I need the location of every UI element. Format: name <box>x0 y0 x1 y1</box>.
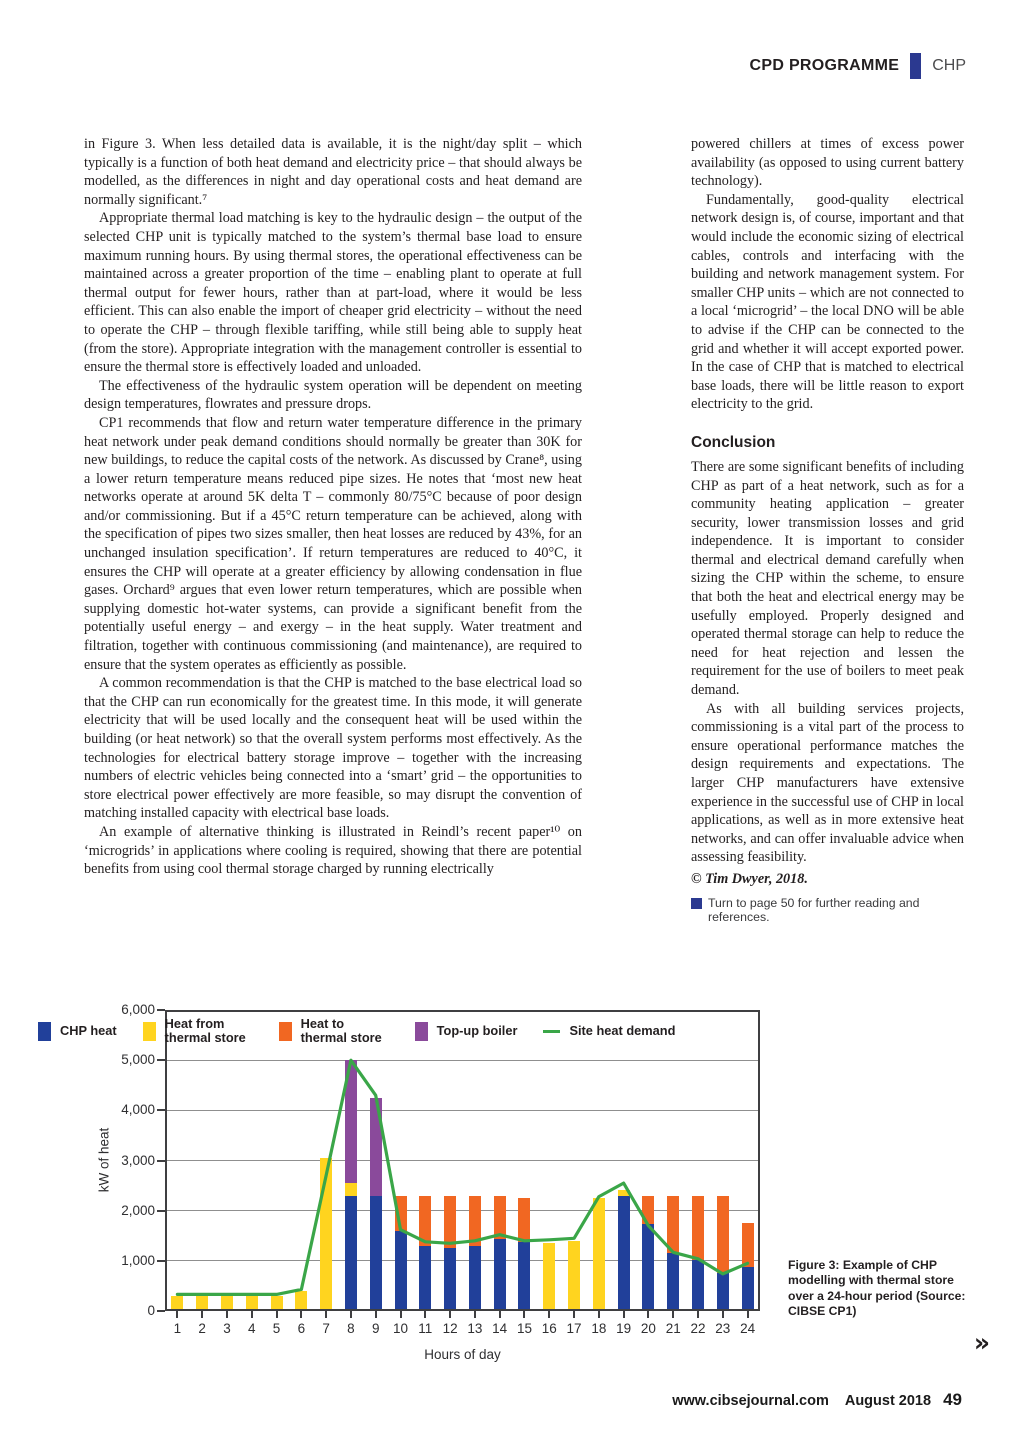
chp-heat-swatch-icon <box>38 1022 51 1041</box>
x-tick-mark <box>598 1311 600 1318</box>
x-tick-mark <box>449 1311 451 1318</box>
y-tick-label: 4,000 <box>121 1102 155 1118</box>
x-tick-mark <box>647 1311 649 1318</box>
plot-area <box>165 1010 760 1311</box>
paragraph: in Figure 3. When less detailed data is available, it is the night/day split – which typically is a function of both heat demand and electricity price – that should always be modelled, as the differences in night and day operational costs and heat demand are normally significant.⁷ <box>84 136 582 208</box>
x-tick-mark <box>176 1311 178 1318</box>
x-tick-label: 6 <box>297 1321 306 1336</box>
x-tick-label: 24 <box>740 1321 756 1336</box>
x-tick-mark <box>697 1311 699 1318</box>
x-tick-mark <box>722 1311 724 1318</box>
issue-date: August 2018 <box>844 1393 932 1409</box>
paragraph: There are some significant benefits of including CHP as part of a heat network, such as for a community heating application – greater security, lower transmission losses and grid independence. It is important to consider thermal and electrical demand carefully when sizing the CHP within the scheme, to ensure that both the heat and electrical energy may be usefully employed. Properly designed and operated thermal storage can help to reduce the need for heat rejection and lessen the requirement for the use of boilers to meet peak demand. <box>691 458 964 699</box>
paragraph: Fundamentally, good-quality electrical network design is, of course, important and that would include the economic sizing of electrical cables, controls and interfacing with the building and network management system. For smaller CHP units – which are not connected to a local ‘microgrid’ – the local DNO will be able to advise if the CHP can be connected to the grid and whether it will accept exported power. In the case of CHP that is matched to electrical base loads, there will be little reason to export electricity to the grid. <box>691 191 964 413</box>
y-tick-label: 0 <box>147 1303 155 1318</box>
y-tick-mark <box>157 1210 165 1212</box>
x-tick-label: 7 <box>322 1321 330 1336</box>
page-header <box>750 53 966 79</box>
paragraph: CP1 recommends that flow and return water temperature difference in the primary heat network under peak demand conditions should normally be greater than 30K for new buildings, to reduce the capital costs of the network. As discussed by Crane⁸, using a lower return temperature means reduced pipe sizes. He notes that ‘most new heat networks operate at around 5K delta T – commonly 80/75°C because of poor design and/or commissioning. But if a 45°C return temperature can be achieved, along with the specification of pipes two sizes smaller, then heat losses are reduced by 43%, for an unchanged insulation specification’. If return temperatures are reduced to 40°C, it ensures the CHP will operate at a greater efficiency by allowing condensation in flue gases. Orchard⁹ argues that even lower return temperatures, which are possible when supplying domestic hot-water systems, can provide a significant benefit from the potentially useful energy – and exergy – in the heat supply. Water treatment and filtration, together with continuous commissioning (and maintenance), are required to ensure that the system operates as efficiently as possible. <box>84 414 582 673</box>
x-tick-mark <box>251 1311 253 1318</box>
y-tick-mark <box>157 1109 165 1111</box>
further-reading-text: Turn to page 50 for further reading and references. <box>708 895 920 924</box>
x-tick-mark <box>375 1311 377 1318</box>
x-tick-label: 3 <box>223 1321 231 1336</box>
chart-legend <box>38 1017 701 1046</box>
paragraph: The effectiveness of the hydraulic system operation will be dependent on meeting design temperatures, flowrates and pressure drops. <box>84 377 582 413</box>
legend-item-top-up-boiler <box>415 1022 518 1041</box>
x-tick-label: 13 <box>467 1321 483 1336</box>
x-tick-label: 14 <box>492 1321 508 1336</box>
x-tick-mark <box>573 1311 575 1318</box>
x-tick-mark <box>400 1311 402 1318</box>
page-footer <box>672 1390 962 1410</box>
x-tick-label: 18 <box>591 1321 607 1336</box>
x-tick-mark <box>548 1311 550 1318</box>
x-tick-label: 1 <box>173 1321 182 1336</box>
y-axis-title: kW of heat <box>96 1127 112 1193</box>
x-tick-mark <box>325 1311 327 1318</box>
kicker-divider-bar <box>910 53 921 79</box>
x-tick-mark <box>499 1311 501 1318</box>
x-tick-mark <box>424 1311 426 1318</box>
left-column <box>84 135 582 879</box>
x-tick-label: 21 <box>665 1321 681 1336</box>
figure-3-chart <box>0 1002 1024 1378</box>
x-tick-mark <box>201 1311 203 1318</box>
x-tick-label: 17 <box>566 1321 582 1336</box>
y-tick-mark <box>157 1260 165 1262</box>
x-tick-label: 11 <box>418 1321 433 1336</box>
topic-label: CHP <box>932 57 966 74</box>
legend-item-site-heat-demand <box>543 1024 675 1038</box>
top-up-boiler-swatch-icon <box>415 1022 428 1041</box>
x-tick-label: 20 <box>640 1321 656 1336</box>
legend-label: Site heat demand <box>569 1023 676 1039</box>
right-column <box>691 135 964 924</box>
legend-item-heat-to-thermal-store <box>279 1017 389 1046</box>
y-tick-label: 2,000 <box>121 1202 155 1218</box>
x-tick-mark <box>523 1311 525 1318</box>
conclusion-heading: Conclusion <box>691 433 776 451</box>
x-tick-label: 22 <box>690 1321 706 1336</box>
blue-square-icon <box>691 898 702 909</box>
x-tick-label: 4 <box>248 1321 256 1336</box>
y-tick-mark <box>157 1009 165 1011</box>
x-tick-mark <box>474 1311 476 1318</box>
x-tick-label: 19 <box>616 1321 632 1336</box>
x-tick-mark <box>350 1311 352 1318</box>
cpd-programme-kicker: CPD PROGRAMME <box>749 57 900 74</box>
x-tick-mark <box>300 1311 302 1318</box>
x-tick-label: 23 <box>715 1321 731 1336</box>
x-tick-label: 15 <box>516 1321 532 1336</box>
x-tick-mark <box>276 1311 278 1318</box>
journal-url-link[interactable]: www.cibsejournal.com <box>672 1393 829 1409</box>
legend-label: Top-up boiler <box>436 1023 518 1039</box>
x-tick-label: 5 <box>272 1321 281 1336</box>
x-tick-label: 2 <box>198 1321 206 1336</box>
site-heat-demand-line-icon <box>543 1030 560 1034</box>
x-tick-label: 16 <box>541 1321 557 1336</box>
legend-item-chp-heat <box>38 1022 117 1041</box>
x-tick-mark <box>226 1311 228 1318</box>
further-reading-note <box>691 896 964 924</box>
paragraph: Appropriate thermal load matching is key to the hydraulic design – the output of the selected CHP unit is typically matched to the system’s thermal base load to ensure maximum running hours. By using thermal stores, the operational effectiveness can be maintained across a greater proportion of the time – enabling plant to operate at full thermal output for fewer hours, rather than at part-load, where it would be less efficient. This can also enable the import of cheaper grid electricity – without the need to operate the CHP – through flexible tariffing, while still being able to supply heat (from the store). Appropriate integration with the management controller is essential to ensure the thermal store is effectively loaded and unloaded. <box>84 210 582 376</box>
copyright-line: © Tim Dwyer, 2018. <box>691 870 808 887</box>
paragraph: An example of alternative thinking is illustrated in Reindl’s recent paper¹⁰ on ‘microgrids’ in applications where cooling is required, showing that there are potential benefits from using cool thermal storage charged by running electrically <box>84 823 582 878</box>
x-tick-label: 12 <box>442 1321 458 1336</box>
x-tick-mark <box>747 1311 749 1318</box>
y-tick-mark <box>157 1310 165 1312</box>
x-tick-label: 10 <box>393 1321 409 1336</box>
y-tick-mark <box>157 1160 165 1162</box>
legend-item-heat-from-thermal-store <box>143 1017 253 1046</box>
y-tick-mark <box>157 1059 165 1061</box>
x-tick-label: 8 <box>347 1321 355 1336</box>
y-tick-label: 5,000 <box>121 1052 155 1068</box>
legend-label: CHP heat <box>60 1023 117 1039</box>
heat-to-thermal-store-swatch-icon <box>279 1022 292 1041</box>
y-tick-label: 1,000 <box>121 1252 155 1268</box>
legend-label: Heat from thermal store <box>164 1016 246 1046</box>
y-tick-label: 3,000 <box>121 1152 155 1168</box>
next-page-chevron-icon: » <box>973 1328 990 1357</box>
heat-from-thermal-store-swatch-icon <box>143 1022 156 1041</box>
x-tick-label: 9 <box>371 1321 380 1336</box>
y-tick-label: 6,000 <box>121 1002 155 1017</box>
legend-label: Heat to thermal store <box>300 1016 382 1046</box>
paragraph: As with all building services projects, commissioning is a vital part of the process to ensure operational performance matches the design requirements and expectations. The larger CHP manufacturers have extensive experience in the successful use of CHP in local applications, as well as in more extensive heat networks, and can offer invaluable advice when assessing feasibility. <box>691 700 964 866</box>
paragraph: A common recommendation is that the CHP is matched to the base electrical load so that the CHP can run economically for the greatest time. In this mode, it will generate electricity that will be used locally and the consequent heat will be used within the building (or heat network) so that the overall system performs most effectively. As the technologies for electrical battery storage improve – together with the increasing numbers of electric vehicles being connected into a ‘smart’ grid – the opportunities to store electrical power effectively are more feasible, so may disrupt the convention of matching installed capacity with electrical base loads. <box>84 675 582 822</box>
paragraph: powered chillers at times of excess power availability (as opposed to using current battery technology). <box>691 136 964 190</box>
figure-caption: Figure 3: Example of CHP modelling with thermal store over a 24-hour period (Source: CIBSE CP1) <box>788 1258 966 1319</box>
site-heat-demand-line <box>165 1010 760 1311</box>
x-tick-mark <box>672 1311 674 1318</box>
x-tick-mark <box>623 1311 625 1318</box>
page-number: 49 <box>943 1390 962 1409</box>
x-axis-title: Hours of day <box>424 1347 501 1362</box>
